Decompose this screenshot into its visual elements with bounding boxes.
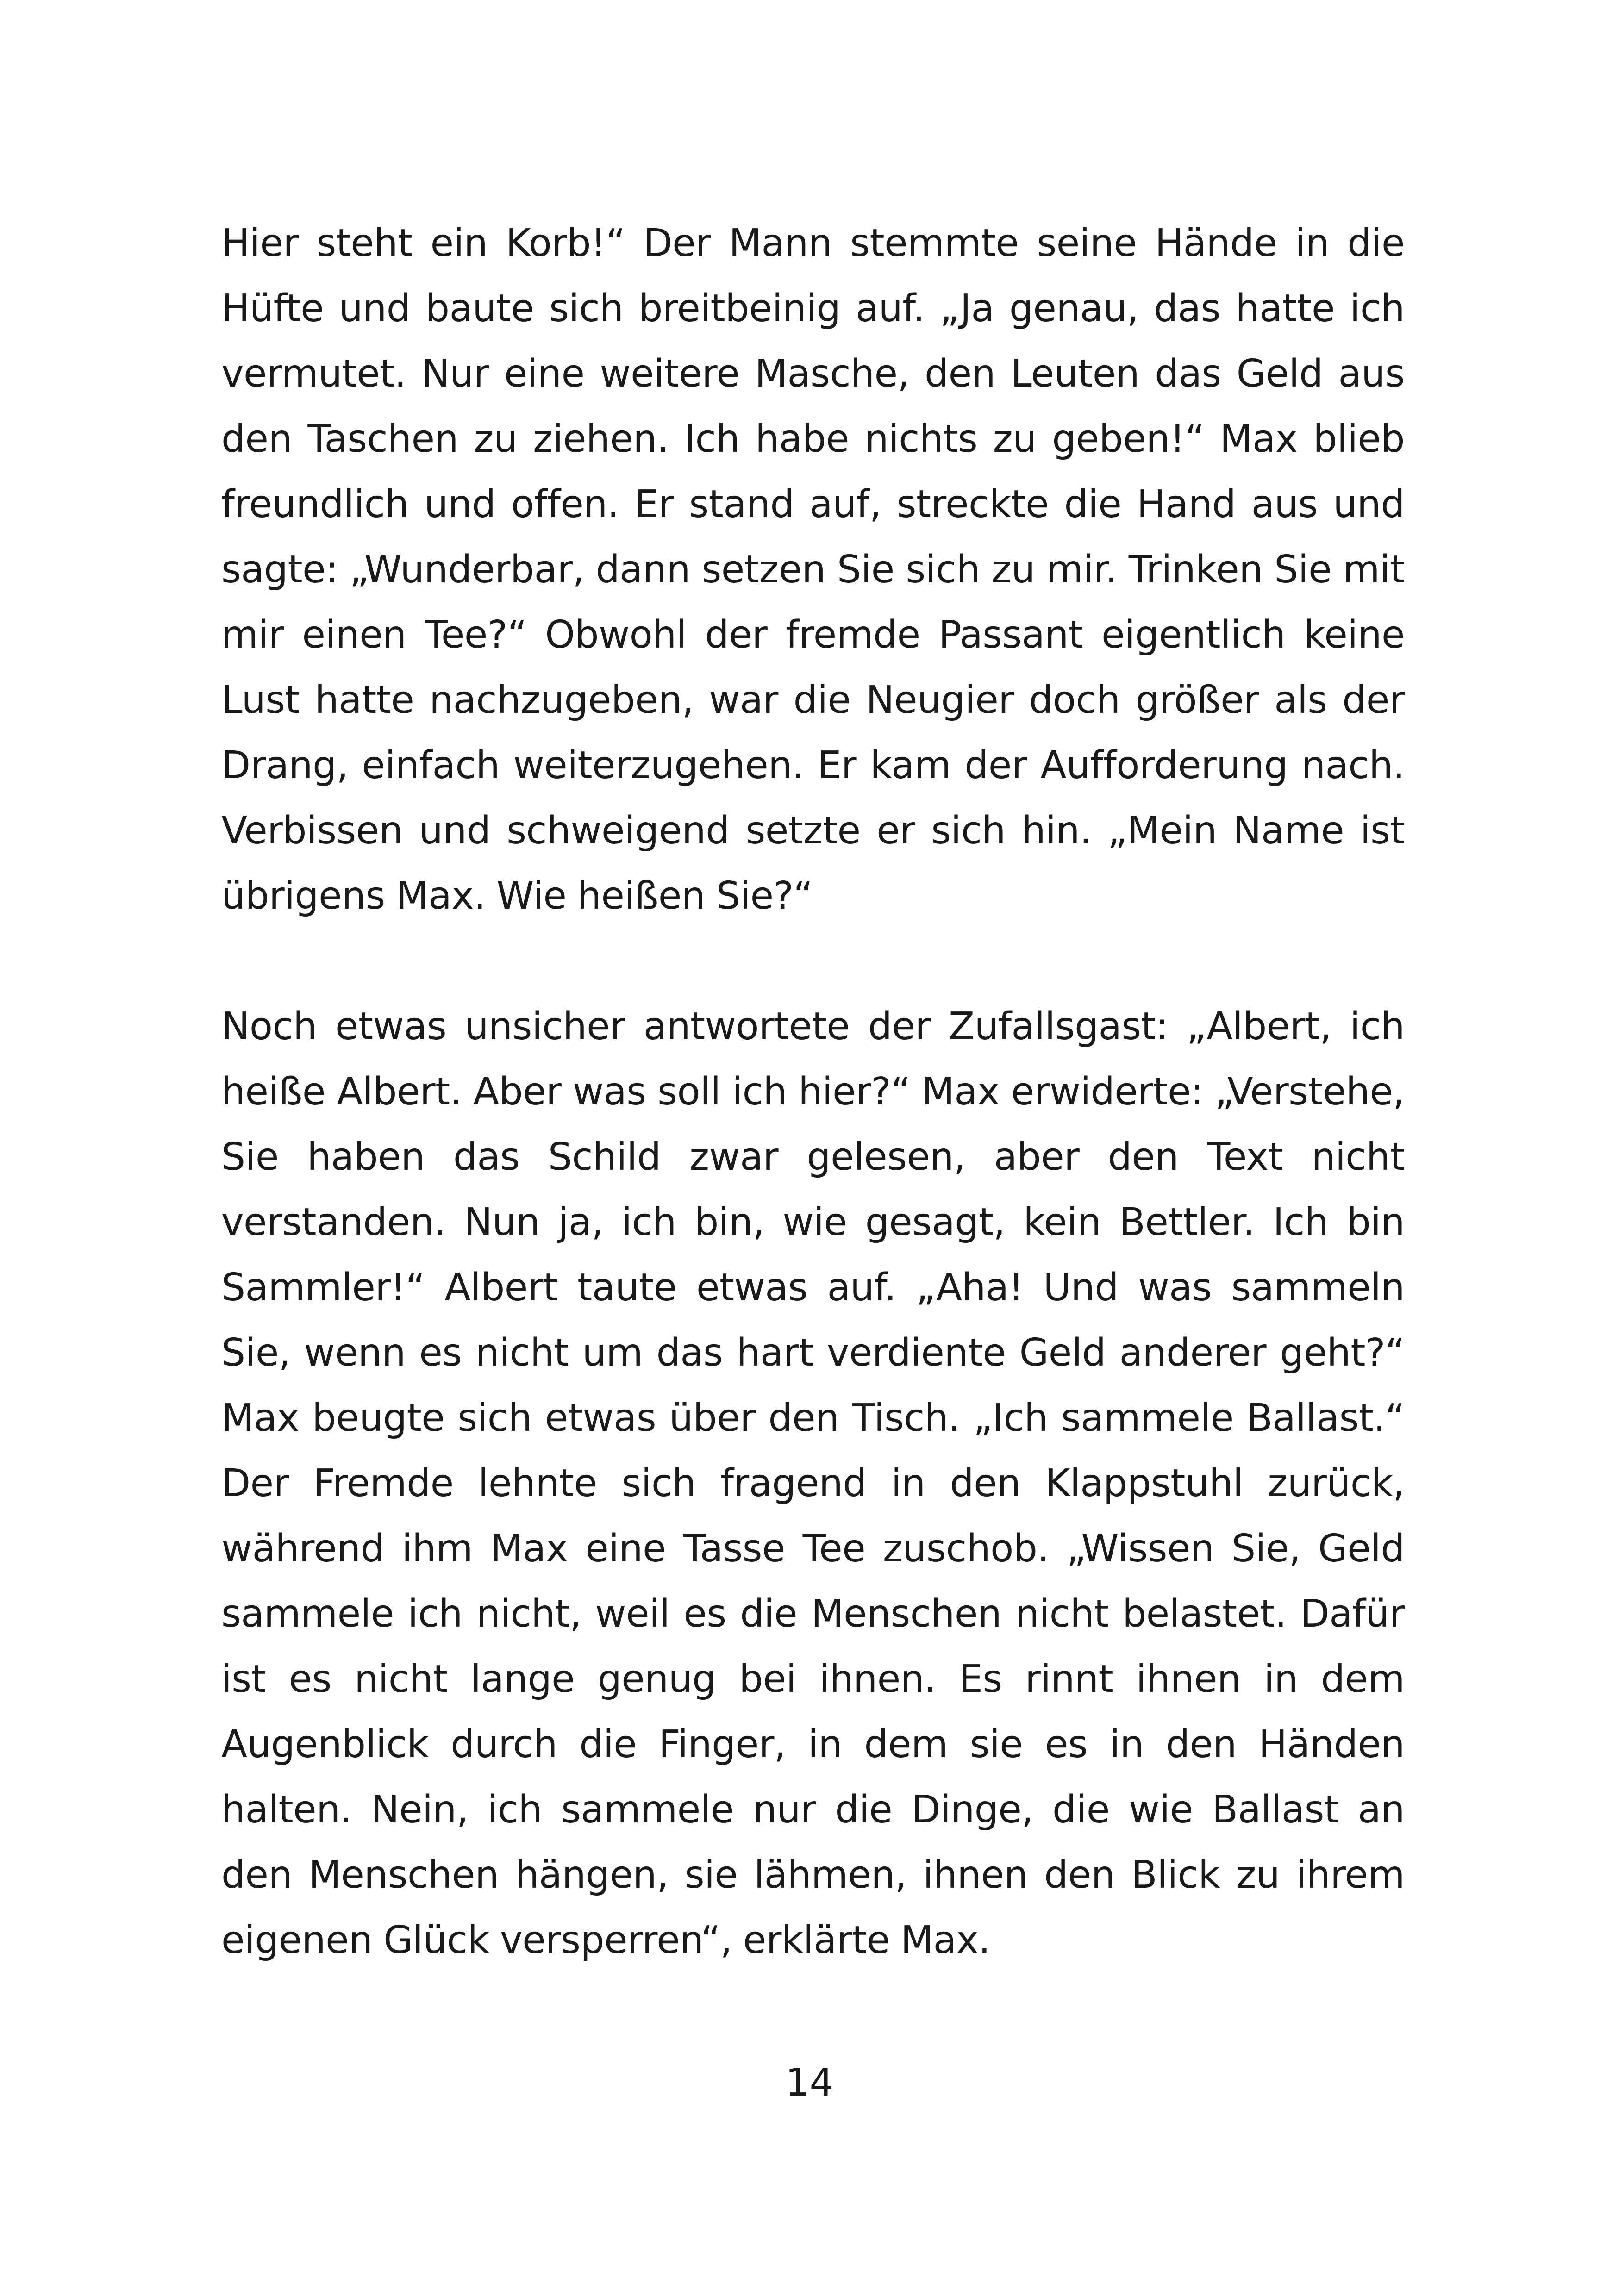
paragraph-2: Noch etwas unsicher antwortete der Zufallsgast: „Albert, ich heiße Albert. Aber was soll ich hier?“ Max erwiderte: „Verstehe, Sie haben das Schild zwar gelesen, aber den Text nicht verstanden. Nun ja, ich bin, wie gesagt, kein Bettler. Ich bin Sammler!“ Albert taute etwas auf. „Aha! Und was sammeln Sie, wenn es nicht um das hart verdiente Geld anderer geht?“ Max beugte sich etwas über den Tisch. „Ich sammele Ballast.“ Der Fremde lehnte sich fragend in den Klappstuhl zurück, während ihm Max eine Tasse Tee zuschob. „Wissen Sie, Geld sammele ich nicht, weil es die Menschen nicht belastet. Dafür ist es nicht lange genug bei ihnen. Es rinnt ihnen in dem Augenblick durch die Finger, in dem sie es in den Händen halten. Nein, ich sammele nur die Dinge, die wie Ballast an den Menschen hängen, sie lähmen, ihnen den Blick zu ihrem eigenen Glück versperren“, erklärte Max.: [221, 1004, 1405, 1962]
page-number: 14: [785, 2061, 834, 2105]
paragraph-1: Hier steht ein Korb!“ Der Mann stemmte seine Hände in die Hüfte und baute sich breitbeinig auf. „Ja genau, das hatte ich vermutet. Nur eine weitere Masche, den Leuten das Geld aus den Taschen zu ziehen. Ich habe nichts zu geben!“ Max blieb freundlich und offen. Er stand auf, streckte die Hand aus und sagte: „Wunderbar, dann setzen Sie sich zu mir. Trinken Sie mit mir einen Tee?“ Obwohl der fremde Passant eigentlich keine Lust hatte nachzugeben, war die Neugier doch größer als der Drang, einfach weiterzugehen. Er kam der Aufforderung nach. Verbissen und schweigend setzte er sich hin. „Mein Name ist übrigens Max. Wie heißen Sie?“: [221, 221, 1405, 918]
body-text: [221, 211, 1405, 1973]
